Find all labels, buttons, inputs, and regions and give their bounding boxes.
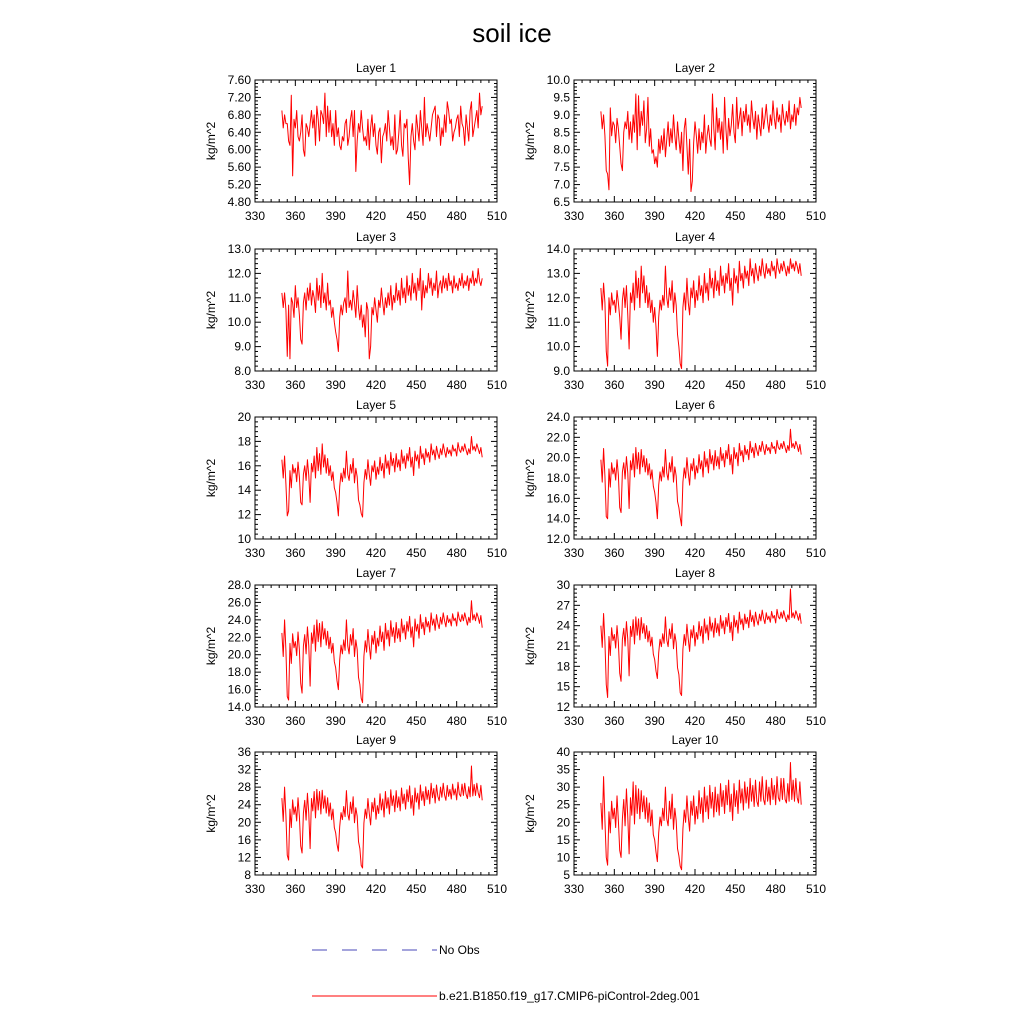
- x-tick-label: 450: [406, 882, 427, 896]
- y-tick-label: 13.0: [546, 266, 570, 281]
- x-tick-label: 360: [604, 714, 625, 728]
- x-tick-label: 450: [725, 714, 746, 728]
- x-tick-label: 510: [486, 714, 508, 728]
- y-tick-label: 18: [556, 659, 570, 674]
- panel-title: Layer 1: [355, 61, 397, 75]
- x-tick-label: 330: [563, 882, 585, 896]
- x-tick-label: 420: [684, 378, 706, 392]
- panel-title: Layer 7: [355, 566, 397, 580]
- y-tick-label: 15: [556, 832, 570, 847]
- y-tick-label: 10: [237, 532, 251, 546]
- x-tick-label: 480: [765, 546, 786, 560]
- y-tick-label: 16.0: [227, 682, 251, 697]
- x-tick-label: 360: [285, 378, 306, 392]
- y-tick-label: 5.60: [227, 160, 251, 175]
- x-tick-label: 480: [765, 882, 786, 896]
- y-tick-label: 12: [237, 507, 251, 522]
- y-tick-label: 25: [556, 797, 570, 812]
- x-tick-label: 510: [486, 882, 508, 896]
- x-tick-label: 390: [325, 882, 346, 896]
- x-tick-label: 450: [406, 209, 427, 223]
- y-tick-label: 26.0: [227, 595, 251, 610]
- panel-title: Layer 2: [674, 61, 716, 75]
- y-axis-label: kg/m^2: [204, 794, 218, 833]
- y-tick-label: 18.0: [546, 471, 570, 485]
- figure-title: soil ice: [472, 18, 552, 48]
- x-tick-label: 360: [604, 882, 625, 896]
- y-tick-label: 6.40: [227, 125, 251, 140]
- y-tick-label: 7.0: [553, 177, 570, 192]
- x-tick-label: 420: [684, 546, 706, 560]
- y-tick-label: 12: [556, 700, 570, 714]
- x-tick-label: 330: [563, 209, 585, 223]
- panel-title: Layer 4: [674, 230, 716, 244]
- y-tick-label: 28.0: [227, 578, 251, 592]
- y-tick-label: 14: [237, 483, 251, 498]
- y-tick-label: 14.0: [546, 242, 570, 256]
- x-tick-label: 420: [365, 882, 387, 896]
- legend-obs-label: No Obs: [439, 943, 480, 957]
- x-tick-label: 390: [644, 378, 665, 392]
- y-axis-label: kg/m^2: [523, 290, 537, 330]
- y-tick-label: 20.0: [546, 450, 570, 465]
- x-tick-label: 390: [325, 378, 346, 392]
- x-tick-label: 330: [563, 714, 585, 728]
- x-tick-label: 450: [406, 546, 427, 560]
- x-tick-label: 510: [805, 546, 827, 560]
- y-tick-label: 16: [237, 832, 251, 847]
- y-tick-label: 6.80: [227, 107, 251, 122]
- x-tick-label: 480: [446, 882, 467, 896]
- x-tick-label: 330: [244, 209, 266, 223]
- x-tick-label: 450: [725, 378, 746, 392]
- x-tick-label: 510: [805, 882, 827, 896]
- x-tick-label: 480: [446, 546, 467, 560]
- y-tick-label: 15: [556, 679, 570, 694]
- y-tick-label: 20: [556, 815, 570, 830]
- x-tick-label: 450: [406, 714, 427, 728]
- y-tick-label: 24: [556, 618, 570, 633]
- y-tick-label: 9.0: [234, 339, 251, 354]
- y-tick-label: 24.0: [546, 410, 570, 424]
- x-tick-label: 420: [365, 209, 387, 223]
- panel-title: Layer 3: [355, 230, 397, 244]
- y-tick-label: 30: [556, 578, 570, 592]
- y-tick-label: 20.0: [227, 647, 251, 662]
- y-tick-label: 10: [556, 850, 570, 865]
- x-tick-label: 360: [285, 209, 306, 223]
- x-tick-label: 510: [805, 209, 827, 223]
- x-tick-label: 420: [684, 882, 706, 896]
- y-tick-label: 12: [237, 850, 251, 865]
- x-tick-label: 360: [604, 378, 625, 392]
- x-tick-label: 330: [244, 546, 266, 560]
- y-axis-label: kg/m^2: [204, 626, 218, 666]
- x-tick-label: 390: [644, 209, 665, 223]
- x-tick-label: 420: [365, 714, 387, 728]
- legend-model-label: b.e21.B1850.f19_g17.CMIP6-piControl-2deg.001: [439, 989, 700, 1003]
- y-tick-label: 7.5: [553, 160, 570, 175]
- x-tick-label: 330: [244, 882, 266, 896]
- x-tick-label: 390: [644, 714, 665, 728]
- x-tick-label: 420: [684, 714, 706, 728]
- x-tick-label: 330: [563, 546, 585, 560]
- x-tick-label: 420: [684, 209, 706, 223]
- x-tick-label: 330: [244, 378, 266, 392]
- y-axis-label: kg/m^2: [523, 458, 537, 498]
- y-tick-label: 5: [563, 868, 570, 882]
- y-tick-label: 10.0: [546, 339, 570, 354]
- y-tick-label: 12.0: [546, 532, 570, 546]
- y-tick-label: 18.0: [227, 665, 251, 680]
- panel-title: Layer 9: [355, 733, 397, 747]
- x-tick-label: 480: [765, 714, 786, 728]
- x-tick-label: 420: [365, 378, 387, 392]
- y-tick-label: 11.0: [228, 290, 251, 305]
- x-tick-label: 390: [644, 546, 665, 560]
- y-tick-label: 30: [556, 780, 570, 795]
- y-axis-label: kg/m^2: [523, 626, 537, 666]
- panel-title: Layer 5: [355, 398, 397, 412]
- y-tick-label: 12.0: [227, 266, 251, 281]
- y-tick-label: 7.20: [227, 90, 251, 105]
- y-tick-label: 32: [237, 762, 251, 777]
- y-axis-label: kg/m^2: [204, 458, 218, 498]
- x-tick-label: 390: [325, 209, 346, 223]
- x-tick-label: 510: [805, 378, 827, 392]
- y-tick-label: 9.0: [553, 364, 570, 378]
- x-tick-label: 450: [725, 546, 746, 560]
- y-tick-label: 24.0: [227, 612, 251, 627]
- y-tick-label: 8.0: [234, 364, 251, 378]
- y-tick-label: 8.0: [553, 142, 570, 157]
- y-tick-label: 9.5: [553, 90, 570, 105]
- x-tick-label: 360: [285, 546, 306, 560]
- y-tick-label: 20: [237, 815, 251, 830]
- panel-title: Layer 6: [674, 398, 716, 412]
- y-tick-label: 6.00: [227, 142, 251, 157]
- x-tick-label: 390: [325, 714, 346, 728]
- x-tick-label: 480: [446, 378, 467, 392]
- x-tick-label: 480: [765, 209, 786, 223]
- x-tick-label: 510: [486, 209, 508, 223]
- y-tick-label: 24: [237, 797, 251, 812]
- y-tick-label: 22.0: [546, 430, 570, 445]
- y-axis-label: kg/m^2: [523, 121, 537, 161]
- y-tick-label: 14.0: [227, 700, 251, 714]
- y-tick-label: 10.0: [546, 73, 570, 87]
- x-tick-label: 330: [563, 378, 585, 392]
- y-tick-label: 18: [237, 434, 251, 449]
- y-axis-label: kg/m^2: [204, 290, 218, 330]
- y-tick-label: 20: [237, 410, 251, 424]
- y-tick-label: 27: [556, 598, 570, 613]
- y-tick-label: 4.80: [227, 195, 251, 209]
- panel-title: Layer 8: [674, 566, 716, 580]
- y-tick-label: 11.0: [547, 315, 570, 330]
- y-axis-label: kg/m^2: [204, 121, 218, 161]
- y-tick-label: 16.0: [546, 491, 570, 506]
- x-tick-label: 480: [765, 378, 786, 392]
- y-tick-label: 8.5: [553, 125, 570, 140]
- y-tick-label: 9.0: [553, 107, 570, 122]
- x-tick-label: 510: [486, 546, 508, 560]
- y-tick-label: 28: [237, 780, 251, 795]
- x-tick-label: 390: [325, 546, 346, 560]
- x-tick-label: 510: [805, 714, 827, 728]
- y-tick-label: 21: [556, 639, 570, 653]
- y-tick-label: 8: [244, 868, 251, 882]
- x-tick-label: 450: [725, 209, 746, 223]
- x-tick-label: 360: [285, 882, 306, 896]
- x-tick-label: 360: [604, 209, 625, 223]
- x-tick-label: 480: [446, 714, 467, 728]
- x-tick-label: 450: [725, 882, 746, 896]
- x-tick-label: 360: [285, 714, 306, 728]
- y-tick-label: 13.0: [227, 242, 251, 256]
- x-tick-label: 330: [244, 714, 266, 728]
- y-tick-label: 12.0: [546, 290, 570, 305]
- y-tick-label: 7.60: [227, 73, 251, 87]
- x-tick-label: 360: [604, 546, 625, 560]
- y-tick-label: 40: [556, 745, 570, 759]
- panel-title: Layer 10: [671, 733, 719, 747]
- y-tick-label: 36: [237, 745, 251, 759]
- y-tick-label: 10.0: [227, 315, 251, 330]
- x-tick-label: 480: [446, 209, 467, 223]
- y-tick-label: 22.0: [227, 630, 251, 645]
- y-tick-label: 6.5: [553, 195, 570, 209]
- x-tick-label: 450: [406, 378, 427, 392]
- y-tick-label: 35: [556, 762, 570, 777]
- x-tick-label: 420: [365, 546, 387, 560]
- y-tick-label: 5.20: [227, 177, 251, 192]
- y-axis-label: kg/m^2: [523, 794, 537, 833]
- y-tick-label: 16: [237, 458, 251, 473]
- x-tick-label: 390: [644, 882, 665, 896]
- x-tick-label: 510: [486, 378, 508, 392]
- y-tick-label: 14.0: [546, 511, 570, 526]
